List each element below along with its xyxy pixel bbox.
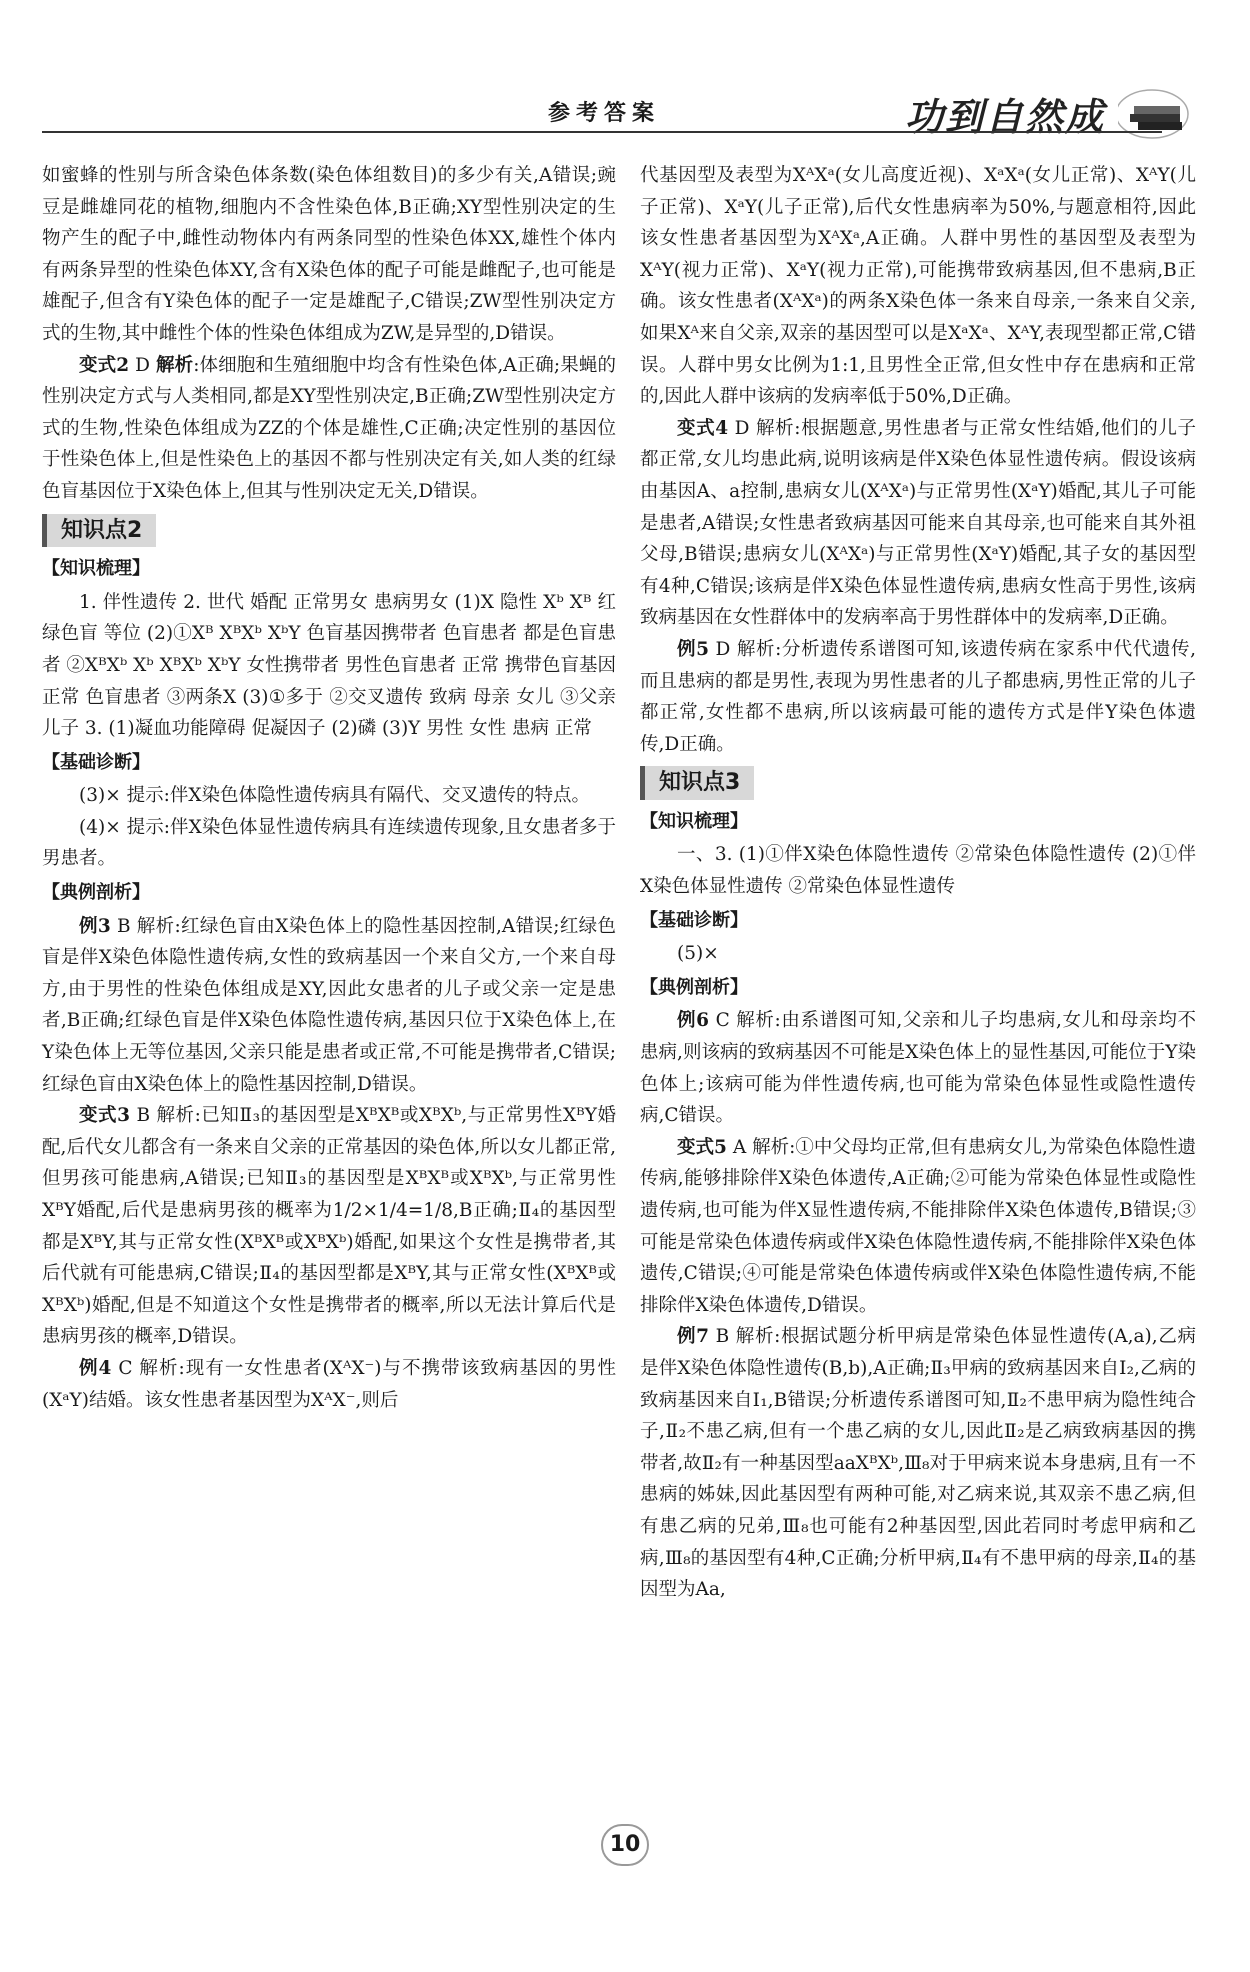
paragraph: 如蜜蜂的性别与所含染色体条数(染色体组数目)的多少有关,A错误;豌豆是雌雄同花的植物,细胞内不含性染色体,B正确;XY型性别决定的生物产生的配子中,雌性动物体内有两条同型的性染色体XX,雄性个体内有两条异型的性染色体XY,含有X染色体的配子可能是雌配子,也可能是雄配子,但含有Y染色体的配子一定是雄配子,C错误;ZW型性别决定方式的生物,其中雌性个体的性染色体组成为ZW,是异型的,D错误。 [42, 165, 616, 344]
section-heading: 知识点2 [42, 514, 156, 548]
page-number: 10 [601, 1824, 649, 1866]
paragraph: 1. 伴性遗传 2. 世代 婚配 正常男女 患病男女 (1)X 隐性 Xᵇ Xᴮ 红绿色盲 等位 (2)①Xᴮ XᴮXᵇ XᵇY 色盲基因携带者 色盲患者 都是色盲患者 ②XᴮXᵇ Xᵇ XᴮXᵇ XᵇY 女性携带者 男性色盲患者 正常 携带色盲基因 正常 色盲患者 ③两条X (3)①多于 ②交叉遗传 致病 母亲 女儿 ③父亲 儿子 3. (1)凝血功能障碍 促凝因子 (2)磷 (3)Y 男性 女性 患病 正常 [42, 591, 616, 740]
paragraph: 代基因型及表型为XᴬXᵃ(女儿高度近视)、XᵃXᵃ(女儿正常)、XᴬY(儿子正常)、XᵃY(儿子正常),后代女性患病率为50%,与题意相符,因此该女性患者基因型为XᴬXᵃ,A正确。人群中男性的基因型及表型为XᴬY(视力正常)、XᵃY(视力正常),可能携带致病基因,但不患病,B正确。该女性患者(XᴬXᵃ)的两条X染色体一条来自母亲,一条来自父亲,如果Xᴬ来自父亲,双亲的基因型可以是XᵃXᵃ、XᴬY,表现型都正常,C错误。人群中男女比例为1:1,且男性全正常,但女性中存在患病和正常的,因此人群中该病的发病率低于50%,D正确。 [640, 165, 1196, 408]
sub-heading: 【知识梳理】 [640, 810, 748, 832]
label: 变式2 [79, 354, 130, 376]
sub-heading: 【知识梳理】 [42, 558, 150, 580]
variant-5 [640, 1132, 1196, 1322]
paragraph: 一、3. (1)①伴X染色体隐性遗传 ②常染色体隐性遗传 (2)①伴X染色体显性遗传 ②常染色体显性遗传 [640, 844, 1196, 898]
paragraph: (3)× 提示:伴X染色体隐性遗传病具有隔代、交叉遗传的特点。 [79, 785, 590, 807]
text: C 解析:由系谱图可知,父亲和儿子均患病,女儿和母亲均不患病,则该病的致病基因不可能是X染色体上的显性基因,可能位于Y染色体上;该病可能为伴性遗传病,也可能为常染色体显性或隐性遗传病,C错误。 [640, 1010, 1196, 1127]
label: 解析 [155, 354, 194, 376]
example-5 [640, 634, 1196, 760]
label: 变式5 [677, 1136, 727, 1158]
label: 变式4 [677, 417, 729, 439]
label: 例4 [79, 1357, 112, 1379]
example-3 [42, 911, 616, 1101]
text: C 解析:现有一女性患者(XᴬX⁻)与不携带该致病基因的男性(XᵃY)结婚。该女性患者基因型为XᴬX⁻,则后 [42, 1357, 616, 1411]
text: A 解析:①中父母均正常,但有患病女儿,为常染色体隐性遗传病,能够排除伴X染色体遗传,A正确;②可能为常染色体显性或隐性遗传病,也可能为伴X显性遗传病,不能排除伴X染色体遗传,B错误;③可能是常染色体遗传病或伴X染色体隐性遗传病,不能排除伴X染色体遗传,C错误;④可能是常染色体遗传病或伴X染色体隐性遗传病,不能排除伴X染色体遗传,D错误。 [640, 1136, 1196, 1316]
label: 例3 [79, 915, 111, 937]
text: D 解析:根据题意,男性患者与正常女性结婚,他们的儿子都正常,女儿均患此病,说明该病是伴X染色体显性遗传病。假设该病由基因A、a控制,患病女儿(XᴬXᵃ)与正常男性(XᵃY)婚配,其儿子可能是患者,A错误;女性患者致病基因可能来自其母亲,也可能来自其外祖父母,B错误;患病女儿(XᴬXᵃ)与正常男性(XᵃY)婚配,其子女的基因型有4种,C错误;该病是伴X染色体显性遗传病,患病女性高于男性,该病致病基因在女性群体中的发病率高于男性群体中的发病率,D正确。 [640, 417, 1196, 629]
header-rule [42, 131, 1162, 133]
sub-heading: 【典例剖析】 [640, 976, 748, 998]
answer: D [135, 354, 150, 376]
variant-3 [42, 1100, 616, 1353]
text: D 解析:分析遗传系谱图可知,该遗传病在家系中代代遗传,而且患病的都是男性,表现为男性患者的儿子都患病,男性正常的儿子都正常,女性都不患病,所以该病最可能的遗传方式是伴Y染色体遗传,D正确。 [640, 638, 1196, 755]
text: B 解析:根据试题分析甲病是常染色体显性遗传(A,a),乙病是伴X染色体隐性遗传(B,b),A正确;Ⅱ₃甲病的致病基因来自Ⅰ₂,乙病的致病基因来自Ⅰ₁,B错误;分析遗传系谱图可知,Ⅱ₂不患甲病为隐性纯合子,Ⅱ₂不患乙病,但有一个患乙病的女儿,因此Ⅱ₂是乙病致病基因的携带者,故Ⅱ₂有一种基因型aaXᴮXᵇ,Ⅲ₈对于甲病来说本身患病,且有一不患病的姊妹,因此基因型有两种可能,对乙病来说,其双亲不患乙病,但有患乙病的兄弟,Ⅲ₈也可能有2种基因型,因此若同时考虑甲病和乙病,Ⅲ₈的基因型有4种,C正确;分析甲病,Ⅱ₄有不患甲病的母亲,Ⅱ₄的基因型为Aa, [640, 1326, 1197, 1601]
paragraph: (5)× [677, 943, 719, 965]
left-column [42, 160, 616, 1416]
sub-heading: 【基础诊断】 [42, 751, 150, 773]
section-heading: 知识点3 [640, 766, 754, 800]
label: 例7 [677, 1326, 710, 1348]
series-brand: 功到自然成 [905, 95, 1106, 139]
example-4 [42, 1353, 616, 1416]
right-column [640, 160, 1196, 1606]
paragraph: (4)× 提示:伴X染色体显性遗传病具有连续遗传现象,且女患者多于男患者。 [42, 816, 616, 870]
text: :体细胞和生殖细胞中均含有性染色体,A正确;果蝇的性别决定方式与人类相同,都是XY型性别决定,B正确;ZW型性别决定方式的生物,性染色体组成为ZZ的个体是雄性,C正确;决定性别的基因位于性染色体上,但是性染色上的基因不都与性别决定有关,如人类的红绿色盲基因位于X染色体上,但其与性别决定无关,D错误。 [42, 354, 616, 502]
variant-4 [640, 413, 1196, 634]
sub-heading: 【典例剖析】 [42, 882, 150, 904]
example-7 [640, 1321, 1196, 1605]
label: 例6 [677, 1010, 710, 1032]
sub-heading: 【基础诊断】 [640, 909, 748, 931]
text: B 解析:红绿色盲由X染色体上的隐性基因控制,A错误;红绿色盲是伴X染色体隐性遗传病,女性的致病基因一个来自父方,一个来自母方,由于男性的性染色体组成是XY,因此女患者的儿子或父亲一定是患者,B正确;红绿色盲是伴X染色体隐性遗传病,基因只位于X染色体上,在Y染色体上无等位基因,父亲只能是患者或正常,不可能是携带者,C错误;红绿色盲由X染色体上的隐性基因控制,D错误。 [42, 915, 617, 1095]
label: 变式3 [79, 1105, 130, 1127]
example-6 [640, 1005, 1196, 1131]
label: 例5 [677, 638, 709, 660]
text: B 解析:已知Ⅱ₃的基因型是XᴮXᴮ或XᴮXᵇ,与正常男性XᴮY婚配,后代女儿都含有一条来自父亲的正常基因的染色体,所以女儿都正常,但男孩可能患病,A错误;已知Ⅱ₃的基因型是XᴮXᴮ或XᴮXᵇ,与正常男性XᴮY婚配,后代是患病男孩的概率为1/2×1/4=1/8,B正确;Ⅱ₄的基因型都是XᴮY,其与正常女性(XᴮXᴮ或XᴮXᵇ)婚配,如果这个女性是携带者,其后代就有可能患病,C错误;Ⅱ₄的基因型都是XᴮY,其与正常女性(XᴮXᴮ或XᴮXᵇ)婚配,但是不知道这个女性是携带者的概率,所以无法计算后代是患病男孩的概率,D错误。 [42, 1105, 616, 1348]
running-header-title: 参考答案 [548, 101, 661, 126]
variant-2 [42, 350, 616, 508]
